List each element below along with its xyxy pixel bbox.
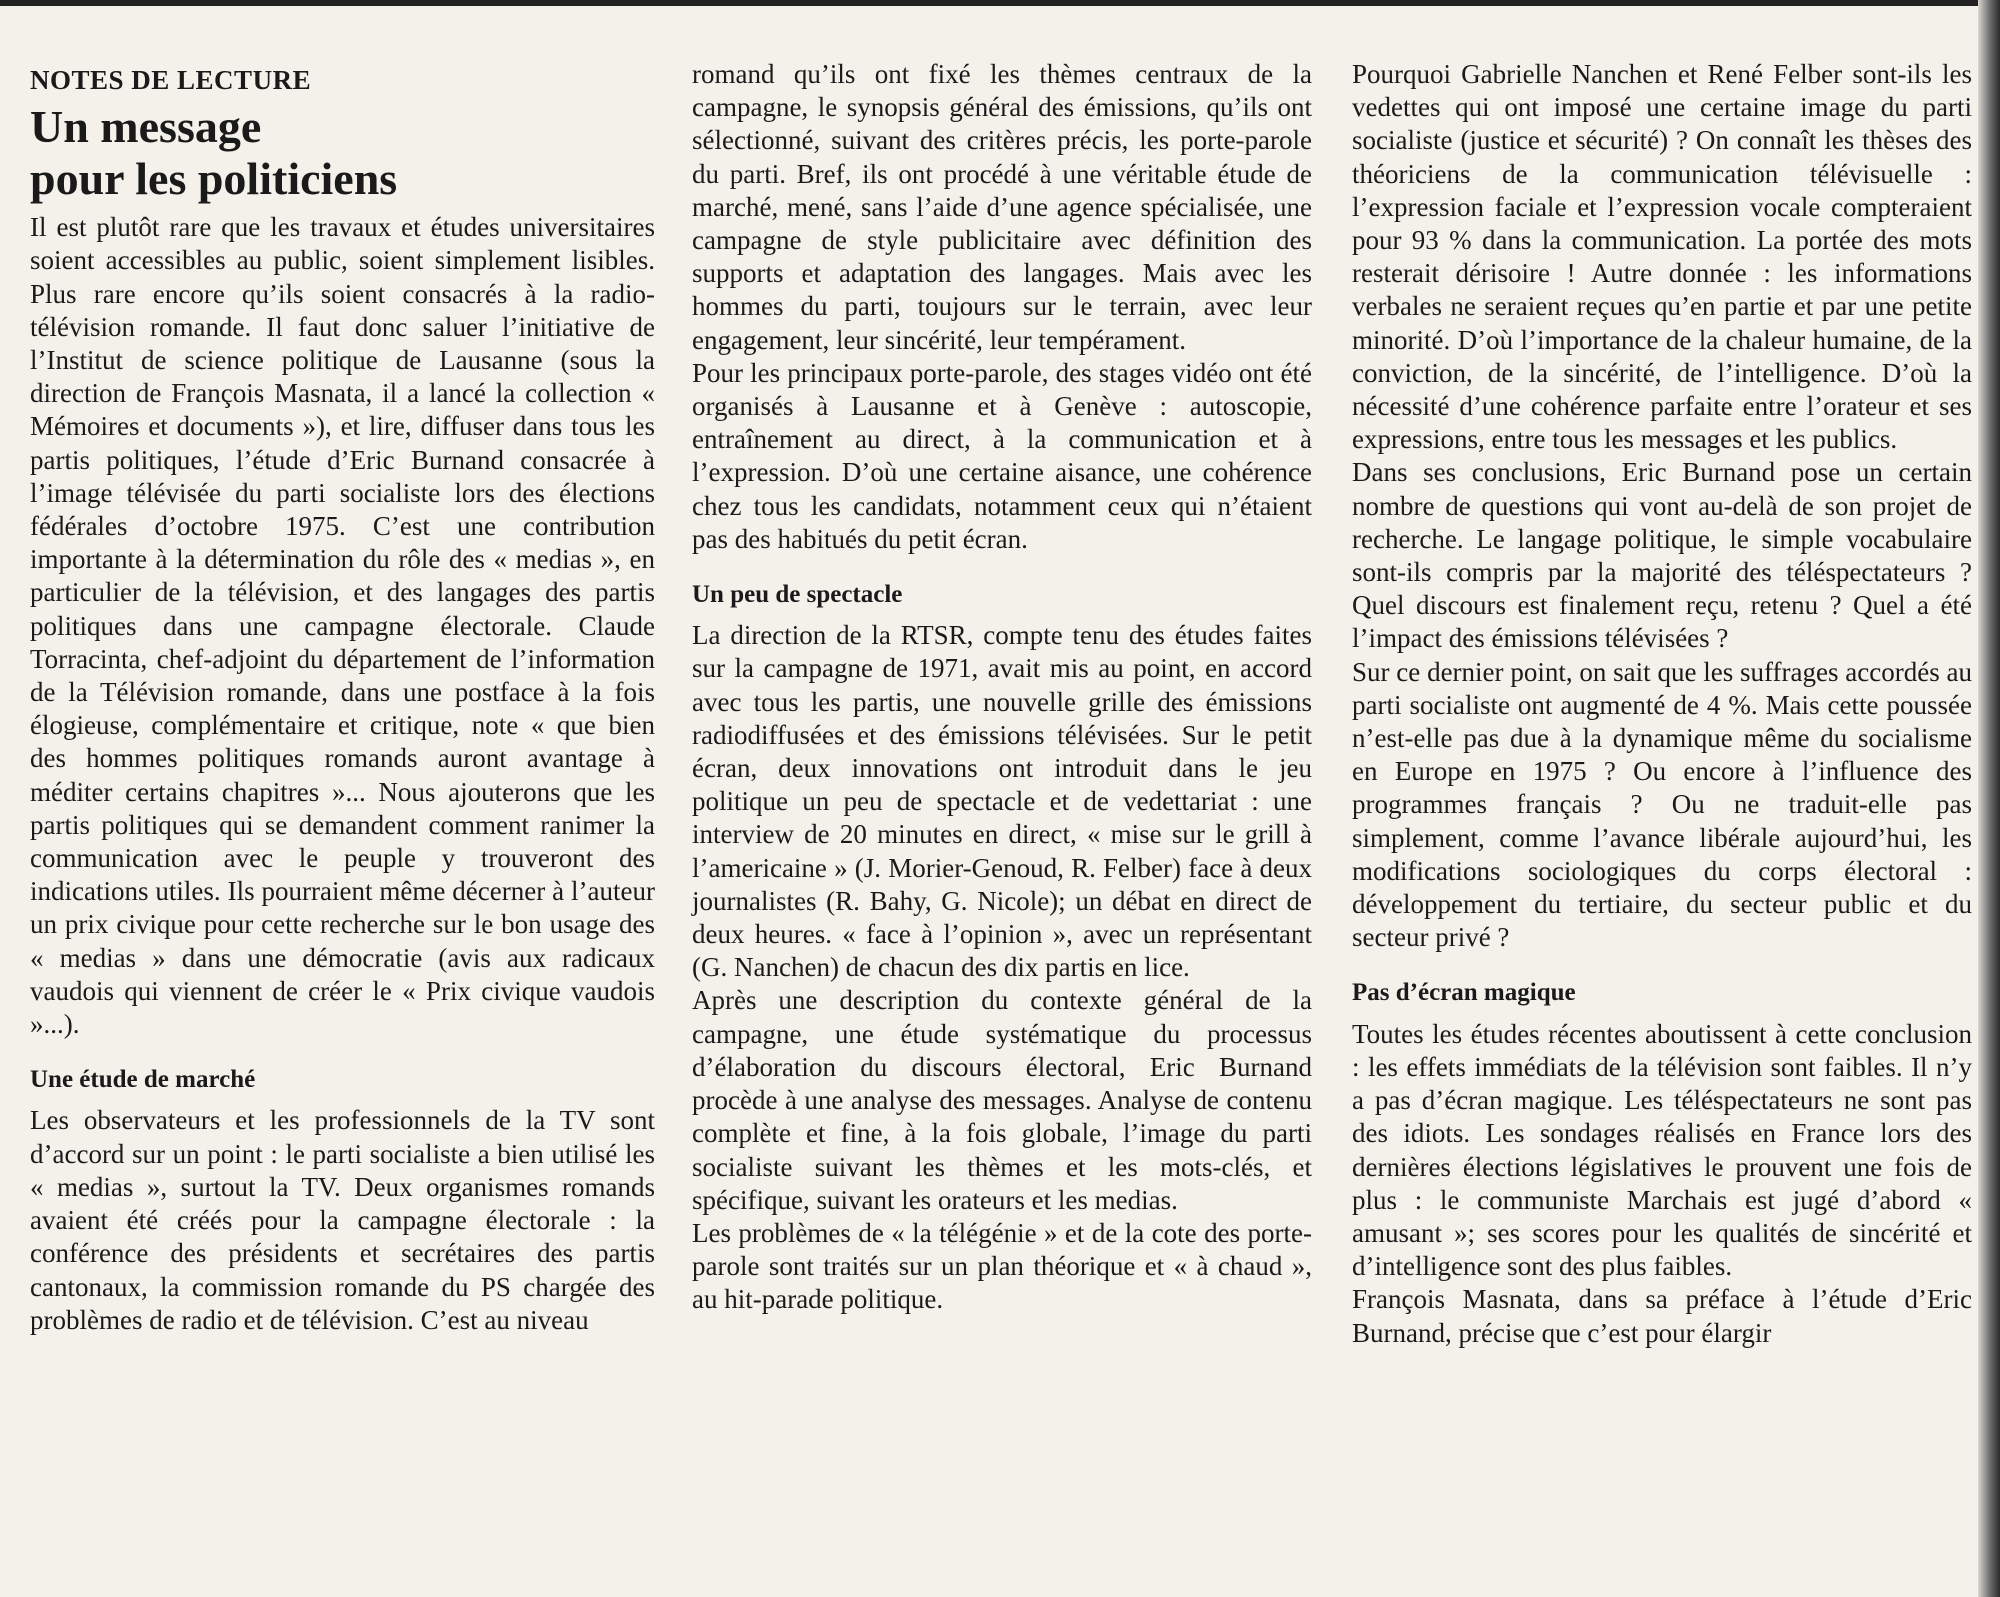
- title-line-1: Un message: [30, 101, 262, 153]
- page-edge-shadow: [1978, 0, 2000, 1597]
- paragraph: La direction de la RTSR, compte tenu des études faites sur la campagne de 1971, avait mis au point, en accord avec tous les partis, une nouvelle grille des émissions radiodiffusées et des émissions télévisées. Sur le petit écran, deux innovations ont introduit dans le jeu politique un peu de spectacle et de vedettariat : une interview de 20 minutes en direct, « mise sur le grill à l’americaine » (J. Morier-Genoud, R. Felber) face à deux journalistes (R. Bahy, G. Nicole); un débat en direct de deux heures. « face à l’opinion », avec un représentant (G. Nanchen) de chacun des dix partis en lice.: [692, 620, 1312, 983]
- article-title: [30, 101, 655, 205]
- column-1: [30, 58, 655, 1337]
- paragraph: Pour les principaux porte-parole, des stages vidéo ont été organisés à Lausanne et à Genève : autoscopie, entraînement au direct, à la communication et à l’expression. D’où une certaine aisance, une cohérence chez tous les candidats, notamment ceux qui n’étaient pas des habitués du petit écran.: [692, 357, 1312, 554]
- paragraph: Les observateurs et les professionnels de la TV sont d’accord sur un point : le parti socialiste a bien utilisé les « medias », surtout la TV. Deux organismes romands avaient été créés pour la campagne électorale : la conférence des présidents et secrétaires des partis cantonaux, la commission romande du PS chargée des problèmes de radio et de télévision. C’est au niveau: [30, 1105, 655, 1335]
- paragraph: Les problèmes de « la télégénie » et de la cote des porte-parole sont traités sur un plan théorique et « à chaud », au hit-parade politique.: [692, 1217, 1312, 1315]
- paragraph: Après une description du contexte général de la campagne, une étude systématique du processus d’élaboration du discours électoral, Eric Burnand procède à une analyse des messages. Analyse de contenu complète et fine, à la fois globale, l’image du parti socialiste suivant les thèmes et les mots-clés, et spécifique, suivant les orateurs et les medias.: [692, 985, 1312, 1215]
- section-kicker: NOTES DE LECTURE: [30, 65, 312, 95]
- column-3: [1352, 58, 1972, 1350]
- subheading: Pas d’écran magique: [1352, 979, 1576, 1007]
- paragraph: Il est plutôt rare que les travaux et études universitaires soient accessibles au public, soient simplement lisibles. Plus rare encore qu’ils soient consacrés à la radio-télévision romande. Il faut donc saluer l’initiative de l’Institut de science politique de Lausanne (sous la direction de François Masnata, il a lancé la collection « Mémoires et documents »), et lire, diffuser dans tous les partis politiques, l’étude d’Eric Burnand consacrée à l’image télévisée du parti socialiste lors des élections fédérales d’octobre 1975. C’est une contribution importante à la détermination du rôle des « medias », en particulier de la télévision, et des langages des partis politiques dans une campagne électorale. Claude Torracinta, chef-adjoint du département de l’information de la Télévision romande, dans une postface à la fois élogieuse, complémentaire et critique, note « que bien des hommes politiques romands auront avantage à méditer certains chapitres »... Nous ajouterons que les partis politiques qui se demandent comment ranimer la communication avec le peuple y trouveront des indications utiles. Ils pourraient même décerner à l’auteur un prix civique pour cette recherche sur le bon usage des « medias » dans une démocratie (avis aux radicaux vaudois qui viennent de créer le « Prix civique vaudois »...).: [30, 212, 655, 1040]
- column-2: [692, 58, 1312, 1317]
- title-line-2: pour les politiciens: [30, 153, 398, 205]
- paragraph: Dans ses conclusions, Eric Burnand pose un certain nombre de questions qui vont au-delà de son projet de recherche. Le langage politique, le simple vocabulaire sont-ils compris par la majorité des téléspectateurs ? Quel discours est finalement reçu, retenu ? Quel a été l’impact des émissions télévisées ?: [1352, 457, 1972, 654]
- top-rule: [0, 0, 2000, 6]
- paragraph: François Masnata, dans sa préface à l’étude d’Eric Burnand, précise que c’est pour élargir: [1352, 1284, 1972, 1348]
- paragraph: Sur ce dernier point, on sait que les suffrages accordés au parti socialiste ont augmenté de 4 %. Mais cette poussée n’est-elle pas due à la dynamique même du socialisme en Europe en 1975 ? Ou encore à l’influence des programmes français ? Ou ne traduit-elle pas simplement, comme l’avance libérale aujourd’hui, les modifications sociologiques du corps électoral : développement du tertiaire, du secteur public et du secteur privé ?: [1352, 656, 1972, 953]
- paragraph: romand qu’ils ont fixé les thèmes centraux de la campagne, le synopsis général des émissions, qu’ils ont sélectionné, suivant des critères précis, les porte-parole du parti. Bref, ils ont procédé à une véritable étude de marché, mené, sans l’aide d’une agence spécialisée, une campagne de style publicitaire avec définition des supports et adaptation des langages. Mais avec les hommes du parti, toujours sur le terrain, avec leur engagement, leur sincérité, leur tempérament.: [692, 59, 1312, 355]
- paragraph: Toutes les études récentes aboutissent à cette conclusion : les effets immédiats de la télévision sont faibles. Il n’y a pas d’écran magique. Les téléspectateurs ne sont pas des idiots. Les sondages réalisés en France lors des dernières élections législatives le prouvent une fois de plus : le communiste Marchais est jugé d’abord « amusant »; ses scores pour les qualités de sincérité et d’intelligence sont des plus faibles.: [1352, 1018, 1972, 1282]
- paragraph: Pourquoi Gabrielle Nanchen et René Felber sont-ils les vedettes qui ont imposé une certaine image du parti socialiste (justice et sécurité) ? On connaît les thèses des théoriciens de la communication télévisuelle : l’expression faciale et l’expression vocale compteraient pour 93 % dans la communication. La portée des mots resterait dérisoire ! Autre donnée : les informations verbales ne seraient reçues qu’en partie et par une petite minorité. D’où l’importance de la chaleur humaine, de la conviction, de la sincérité, de l’intelligence. D’où la nécessité d’une cohérence parfaite entre l’orateur et ses expressions, entre tous les messages et les publics.: [1352, 59, 1972, 455]
- subheading: Une étude de marché: [30, 1066, 256, 1094]
- subheading: Un peu de spectacle: [692, 581, 903, 609]
